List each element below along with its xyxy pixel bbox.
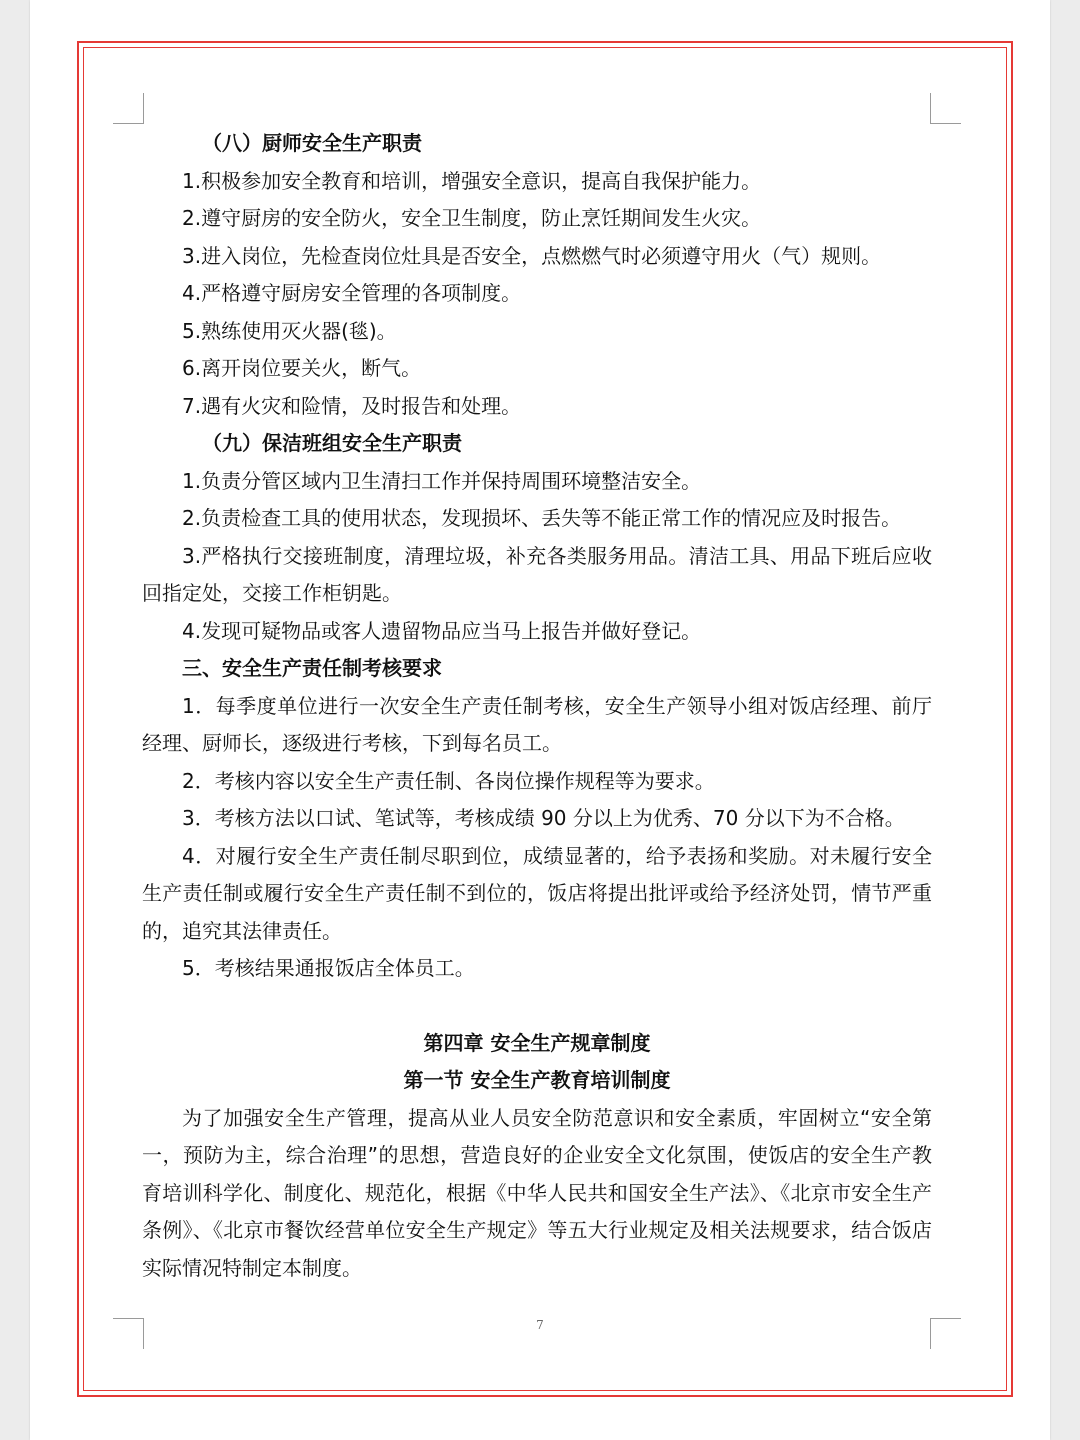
blank-line <box>142 988 932 1025</box>
crop-mark-top-right <box>930 93 961 124</box>
cleaning-duty-item: 4.发现可疑物品或客人遗留物品应当马上报告并做好登记。 <box>182 618 702 643</box>
crop-mark-top-left <box>113 93 144 124</box>
chef-duty-item: 3.进入岗位，先检查岗位灶具是否安全，点燃燃气时必须遵守用火（气）规则。 <box>182 243 882 268</box>
chef-duty-item: 4.严格遵守厨房安全管理的各项制度。 <box>182 281 522 305</box>
assessment-item: 2．考核内容以安全生产责任制、各岗位操作规程等为要求。 <box>182 768 715 793</box>
assessment-item: 3．考核方法以口试、笔试等，考核成绩 90 分以上为优秀、70 分以下为不合格。 <box>182 806 905 830</box>
chapter-title: 第四章 安全生产规章制度 <box>423 1030 651 1055</box>
chef-duty-item: 2.遵守厨房的安全防火，安全卫生制度，防止烹饪期间发生火灾。 <box>182 206 762 230</box>
chef-duty-item: 6.离开岗位要关火，断气。 <box>182 356 422 380</box>
assessment-item: 1．每季度单位进行一次安全生产责任制考核，安全生产领导小组对饭店经理、前厅经理、厨师长，逐级进行考核，下到每名员工。 <box>142 693 932 755</box>
section-title-training: 第一节 安全生产教育培训制度 <box>403 1068 671 1092</box>
cleaning-duty-item: 3.严格执行交接班制度，清理垃圾，补充各类服务用品。清洁工具、用品下班后应收回指定处，交接工作柜钥匙。 <box>142 543 932 605</box>
chef-duty-item: 5.熟练使用灭火器(毯)。 <box>182 318 397 343</box>
cleaning-duty-item: 2.负责检查工具的使用状态，发现损坏、丢失等不能正常工作的情况应及时报告。 <box>182 506 902 530</box>
section-title-assessment: 三、安全生产责任制考核要求 <box>182 656 442 680</box>
document-page <box>30 0 1050 1440</box>
page-number: 7 <box>536 1318 544 1332</box>
assessment-item: 4．对履行安全生产责任制尽职到位，成绩显著的，给予表扬和奖励。对未履行安全生产责任制或履行安全生产责任制不到位的，饭店将提出批评或给予经济处罚，情节严重的，追究其法律责任。 <box>142 843 932 943</box>
subsection-title-chef: （八）厨师安全生产职责 <box>202 131 422 155</box>
training-paragraph: 为了加强安全生产管理，提高从业人员安全防范意识和安全素质，牢固树立“安全第一，预防为主，综合治理”的思想，营造良好的企业安全文化氛围，使饭店的安全生产教育培训科学化、制度化、规范化，根据《中华人民共和国安全生产法》、《北京市安全生产条例》、《北京市餐饮经营单位安全生产规定》等五大行业规定及相关法规要求，结合饭店实际情况特制定本制度。 <box>142 1105 932 1280</box>
chef-duty-item: 1.积极参加安全教育和培训，增强安全意识，提高自我保护能力。 <box>182 168 762 193</box>
cleaning-duty-item: 1.负责分管区域内卫生清扫工作并保持周围环境整洁安全。 <box>182 468 702 493</box>
document-body <box>142 125 932 1287</box>
chef-duty-item: 7.遇有火灾和险情，及时报告和处理。 <box>182 393 522 418</box>
subsection-title-cleaning: （九）保洁班组安全生产职责 <box>202 431 462 455</box>
assessment-item: 5．考核结果通报饭店全体员工。 <box>182 956 475 980</box>
